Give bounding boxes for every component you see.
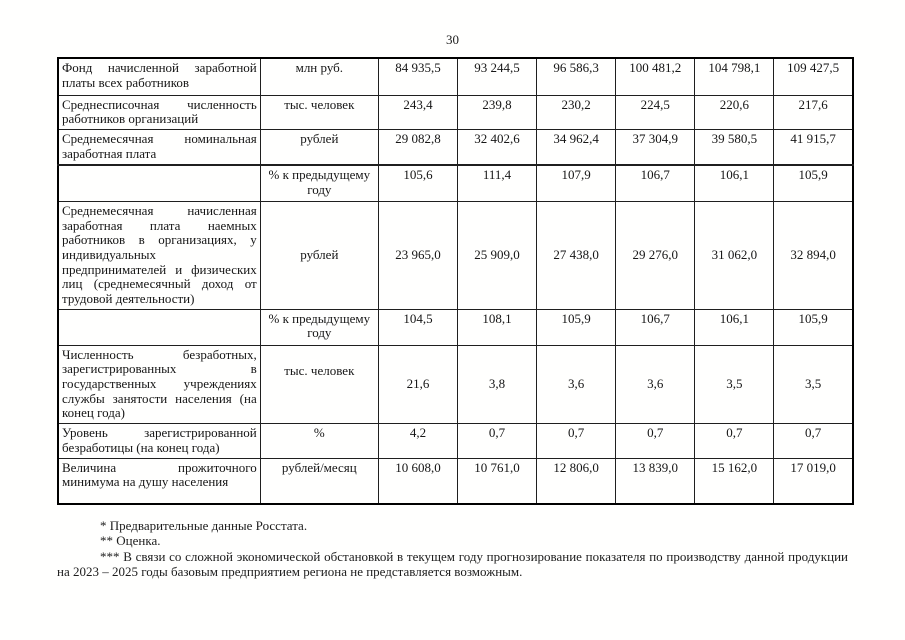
footnote: ** Оценка. [100, 533, 161, 549]
indicator-label: Среднесписочная численность работников организаций [58, 95, 260, 129]
indicator-value: 39 580,5 [695, 129, 774, 165]
indicator-label: Среднемесячная начисленная заработная плата наемных работников в организациях, у индивидуальных предпринимателей и физических лиц (среднемесячный доход от трудовой деятельности) [58, 201, 260, 309]
indicator-value: 106,1 [695, 309, 774, 345]
indicator-value: 0,7 [774, 424, 853, 458]
indicator-value: 100 481,2 [616, 58, 695, 95]
indicator-value: 239,8 [457, 95, 536, 129]
page-number: 30 [446, 32, 459, 47]
table-row [58, 309, 853, 345]
indicator-value: 10 761,0 [457, 458, 536, 504]
indicator-value: 105,9 [774, 309, 853, 345]
indicator-value: 27 438,0 [537, 201, 616, 309]
indicator-value: 29 082,8 [378, 129, 457, 165]
indicator-value: 34 962,4 [537, 129, 616, 165]
indicator-value: 108,1 [457, 309, 536, 345]
indicator-unit: тыс. человек [260, 345, 378, 423]
indicator-unit: тыс. человек [260, 95, 378, 129]
indicators-table [57, 57, 854, 505]
indicator-label: Величина прожиточного минимума на душу населения [58, 458, 260, 504]
indicator-value: 17 019,0 [774, 458, 853, 504]
indicator-unit: рублей/месяц [260, 458, 378, 504]
indicator-value: 106,7 [616, 309, 695, 345]
indicator-value: 104,5 [378, 309, 457, 345]
indicator-value: 104 798,1 [695, 58, 774, 95]
indicator-label: Среднемесячная номинальная заработная плата [58, 129, 260, 165]
indicator-value: 105,9 [774, 165, 853, 201]
indicator-value: 41 915,7 [774, 129, 853, 165]
indicator-value: 13 839,0 [616, 458, 695, 504]
indicator-value: 230,2 [537, 95, 616, 129]
indicator-unit: % к предыдущему году [260, 165, 378, 201]
indicator-value: 4,2 [378, 424, 457, 458]
indicator-value: 23 965,0 [378, 201, 457, 309]
indicator-value: 220,6 [695, 95, 774, 129]
indicator-unit: % к предыдущему году [260, 309, 378, 345]
indicators-table-body [58, 58, 853, 504]
indicator-unit: млн руб. [260, 58, 378, 95]
indicator-value: 109 427,5 [774, 58, 853, 95]
indicator-value: 3,6 [616, 345, 695, 423]
indicator-value: 32 402,6 [457, 129, 536, 165]
indicator-unit: % [260, 424, 378, 458]
indicator-label: Уровень зарегистрированной безработицы (на конец года) [58, 424, 260, 458]
indicator-value: 105,9 [537, 309, 616, 345]
indicator-value: 243,4 [378, 95, 457, 129]
indicator-value: 106,1 [695, 165, 774, 201]
indicator-label [58, 309, 260, 345]
footnotes [57, 518, 848, 580]
indicator-value: 25 909,0 [457, 201, 536, 309]
indicator-value: 37 304,9 [616, 129, 695, 165]
table-row [58, 201, 853, 309]
indicator-value: 0,7 [616, 424, 695, 458]
indicator-value: 96 586,3 [537, 58, 616, 95]
indicator-label: Фонд начисленной заработной платы всех работников [58, 58, 260, 95]
indicator-unit: рублей [260, 201, 378, 309]
indicator-value: 3,8 [457, 345, 536, 423]
indicator-value: 84 935,5 [378, 58, 457, 95]
indicator-value: 107,9 [537, 165, 616, 201]
indicator-value: 10 608,0 [378, 458, 457, 504]
indicator-value: 224,5 [616, 95, 695, 129]
indicator-value: 12 806,0 [537, 458, 616, 504]
table-row [58, 129, 853, 165]
indicator-value: 3,5 [695, 345, 774, 423]
indicator-value: 31 062,0 [695, 201, 774, 309]
footnote: *** В связи со сложной экономической обстановкой в текущем году прогнозирование показателя по производству данной продукции на 2023 – 2025 годы базовым предприятием региона не представляется возможным. [57, 548, 848, 580]
indicator-value: 3,5 [774, 345, 853, 423]
table-row [58, 345, 853, 423]
indicator-value: 93 244,5 [457, 58, 536, 95]
table-row [58, 165, 853, 201]
indicator-value: 106,7 [616, 165, 695, 201]
indicator-value: 217,6 [774, 95, 853, 129]
indicator-value: 105,6 [378, 165, 457, 201]
indicator-value: 0,7 [537, 424, 616, 458]
indicator-value: 21,6 [378, 345, 457, 423]
indicator-label [58, 165, 260, 201]
indicator-unit: рублей [260, 129, 378, 165]
indicator-value: 0,7 [695, 424, 774, 458]
table-row [58, 458, 853, 504]
table-row [58, 424, 853, 458]
indicator-value: 32 894,0 [774, 201, 853, 309]
indicator-value: 111,4 [457, 165, 536, 201]
table-row [58, 58, 853, 95]
indicator-value: 15 162,0 [695, 458, 774, 504]
table-row [58, 95, 853, 129]
indicator-label: Численность безработных, зарегистрированных в государственных учреждениях службы занятости населения (на конец года) [58, 345, 260, 423]
footnote: * Предварительные данные Росстата. [100, 518, 308, 533]
indicator-value: 3,6 [537, 345, 616, 423]
indicator-value: 0,7 [457, 424, 536, 458]
indicator-value: 29 276,0 [616, 201, 695, 309]
